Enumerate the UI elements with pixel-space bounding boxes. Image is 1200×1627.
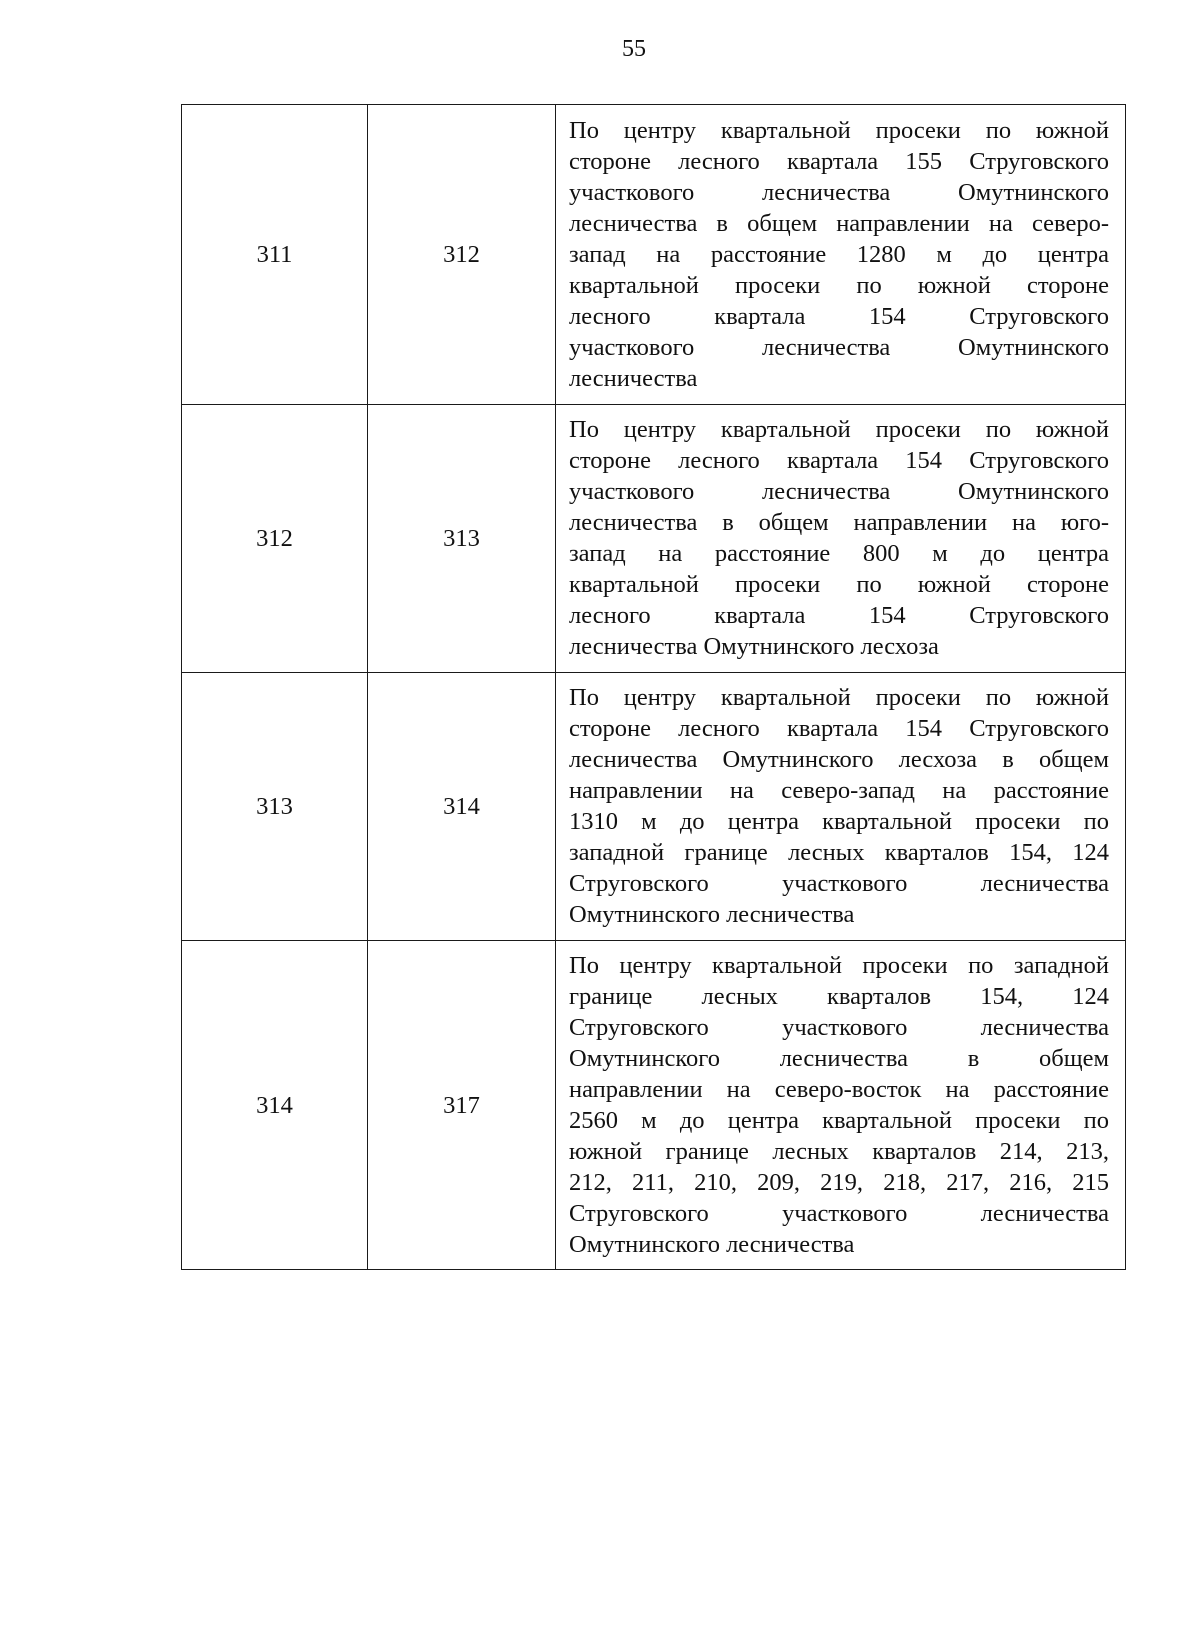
description-line: Омутнинского лесничества в общем bbox=[569, 1044, 1109, 1072]
description-line: лесничества в общем направлении на юго- bbox=[569, 509, 1109, 536]
description-line: По центру квартальной просеки по западной bbox=[569, 951, 1109, 979]
description-line: стороне лесного квартала 154 Струговского bbox=[569, 715, 1109, 742]
description-line: направлении на северо-запад на расстояние bbox=[569, 777, 1109, 804]
from-point-cell: 314 bbox=[182, 941, 368, 1270]
description-cell bbox=[556, 405, 1126, 673]
description-line: Омутнинского лесничества bbox=[569, 901, 855, 928]
from-point-cell: 313 bbox=[182, 673, 368, 941]
table-row bbox=[182, 941, 1126, 1270]
to-point-cell: 317 bbox=[368, 941, 556, 1270]
description-line: запад на расстояние 800 м до центра bbox=[569, 540, 1109, 567]
description-line: квартальной просеки по южной стороне bbox=[569, 571, 1109, 598]
description-line: По центру квартальной просеки по южной bbox=[569, 416, 1109, 443]
table-row bbox=[182, 105, 1126, 405]
description-line: 1310 м до центра квартальной просеки по bbox=[569, 808, 1109, 835]
description-line: участкового лесничества Омутнинского bbox=[569, 178, 1109, 206]
description-line: участкового лесничества Омутнинского bbox=[569, 478, 1109, 505]
description-line: Струговского участкового лесничества bbox=[569, 1013, 1109, 1041]
description-line: Струговского участкового лесничества bbox=[569, 870, 1109, 897]
description-line: стороне лесного квартала 155 Струговского bbox=[569, 147, 1109, 175]
description-line: лесного квартала 154 Струговского bbox=[569, 602, 1109, 629]
description-line: южной границе лесных кварталов 214, 213, bbox=[569, 1137, 1109, 1165]
to-point-cell: 313 bbox=[368, 405, 556, 673]
table-row bbox=[182, 673, 1126, 941]
description-line: направлении на северо-восток на расстояние bbox=[569, 1075, 1109, 1103]
table-body bbox=[182, 105, 1126, 1270]
from-point-cell: 311 bbox=[182, 105, 368, 405]
from-point-cell: 312 bbox=[182, 405, 368, 673]
description-line: Струговского участкового лесничества bbox=[569, 1199, 1109, 1227]
description-line: участкового лесничества Омутнинского bbox=[569, 333, 1109, 361]
description-line: квартальной просеки по южной стороне bbox=[569, 271, 1109, 299]
description-line: западной границе лесных кварталов 154, 124 bbox=[569, 839, 1109, 866]
description-line: 212, 211, 210, 209, 219, 218, 217, 216, 215 bbox=[569, 1168, 1109, 1196]
page-number: 55 bbox=[622, 36, 646, 62]
description-line: запад на расстояние 1280 м до центра bbox=[569, 240, 1109, 268]
description-line: границе лесных кварталов 154, 124 bbox=[569, 982, 1109, 1010]
description-line: лесничества bbox=[569, 364, 698, 392]
description-cell bbox=[556, 673, 1126, 941]
description-line: лесного квартала 154 Струговского bbox=[569, 302, 1109, 330]
to-point-cell: 312 bbox=[368, 105, 556, 405]
description-line: стороне лесного квартала 154 Струговского bbox=[569, 447, 1109, 474]
description-line: По центру квартальной просеки по южной bbox=[569, 684, 1109, 711]
description-cell bbox=[556, 941, 1126, 1270]
to-point-cell: 314 bbox=[368, 673, 556, 941]
description-line: лесничества Омутнинского лесхоза bbox=[569, 633, 939, 660]
description-line: Омутнинского лесничества bbox=[569, 1230, 855, 1258]
description-line: По центру квартальной просеки по южной bbox=[569, 116, 1109, 144]
table-row bbox=[182, 405, 1126, 673]
description-cell bbox=[556, 105, 1126, 405]
description-line: 2560 м до центра квартальной просеки по bbox=[569, 1106, 1109, 1134]
description-line: лесничества Омутнинского лесхоза в общем bbox=[569, 746, 1109, 773]
description-line: лесничества в общем направлении на северо- bbox=[569, 209, 1109, 237]
boundary-table bbox=[181, 104, 1126, 1270]
